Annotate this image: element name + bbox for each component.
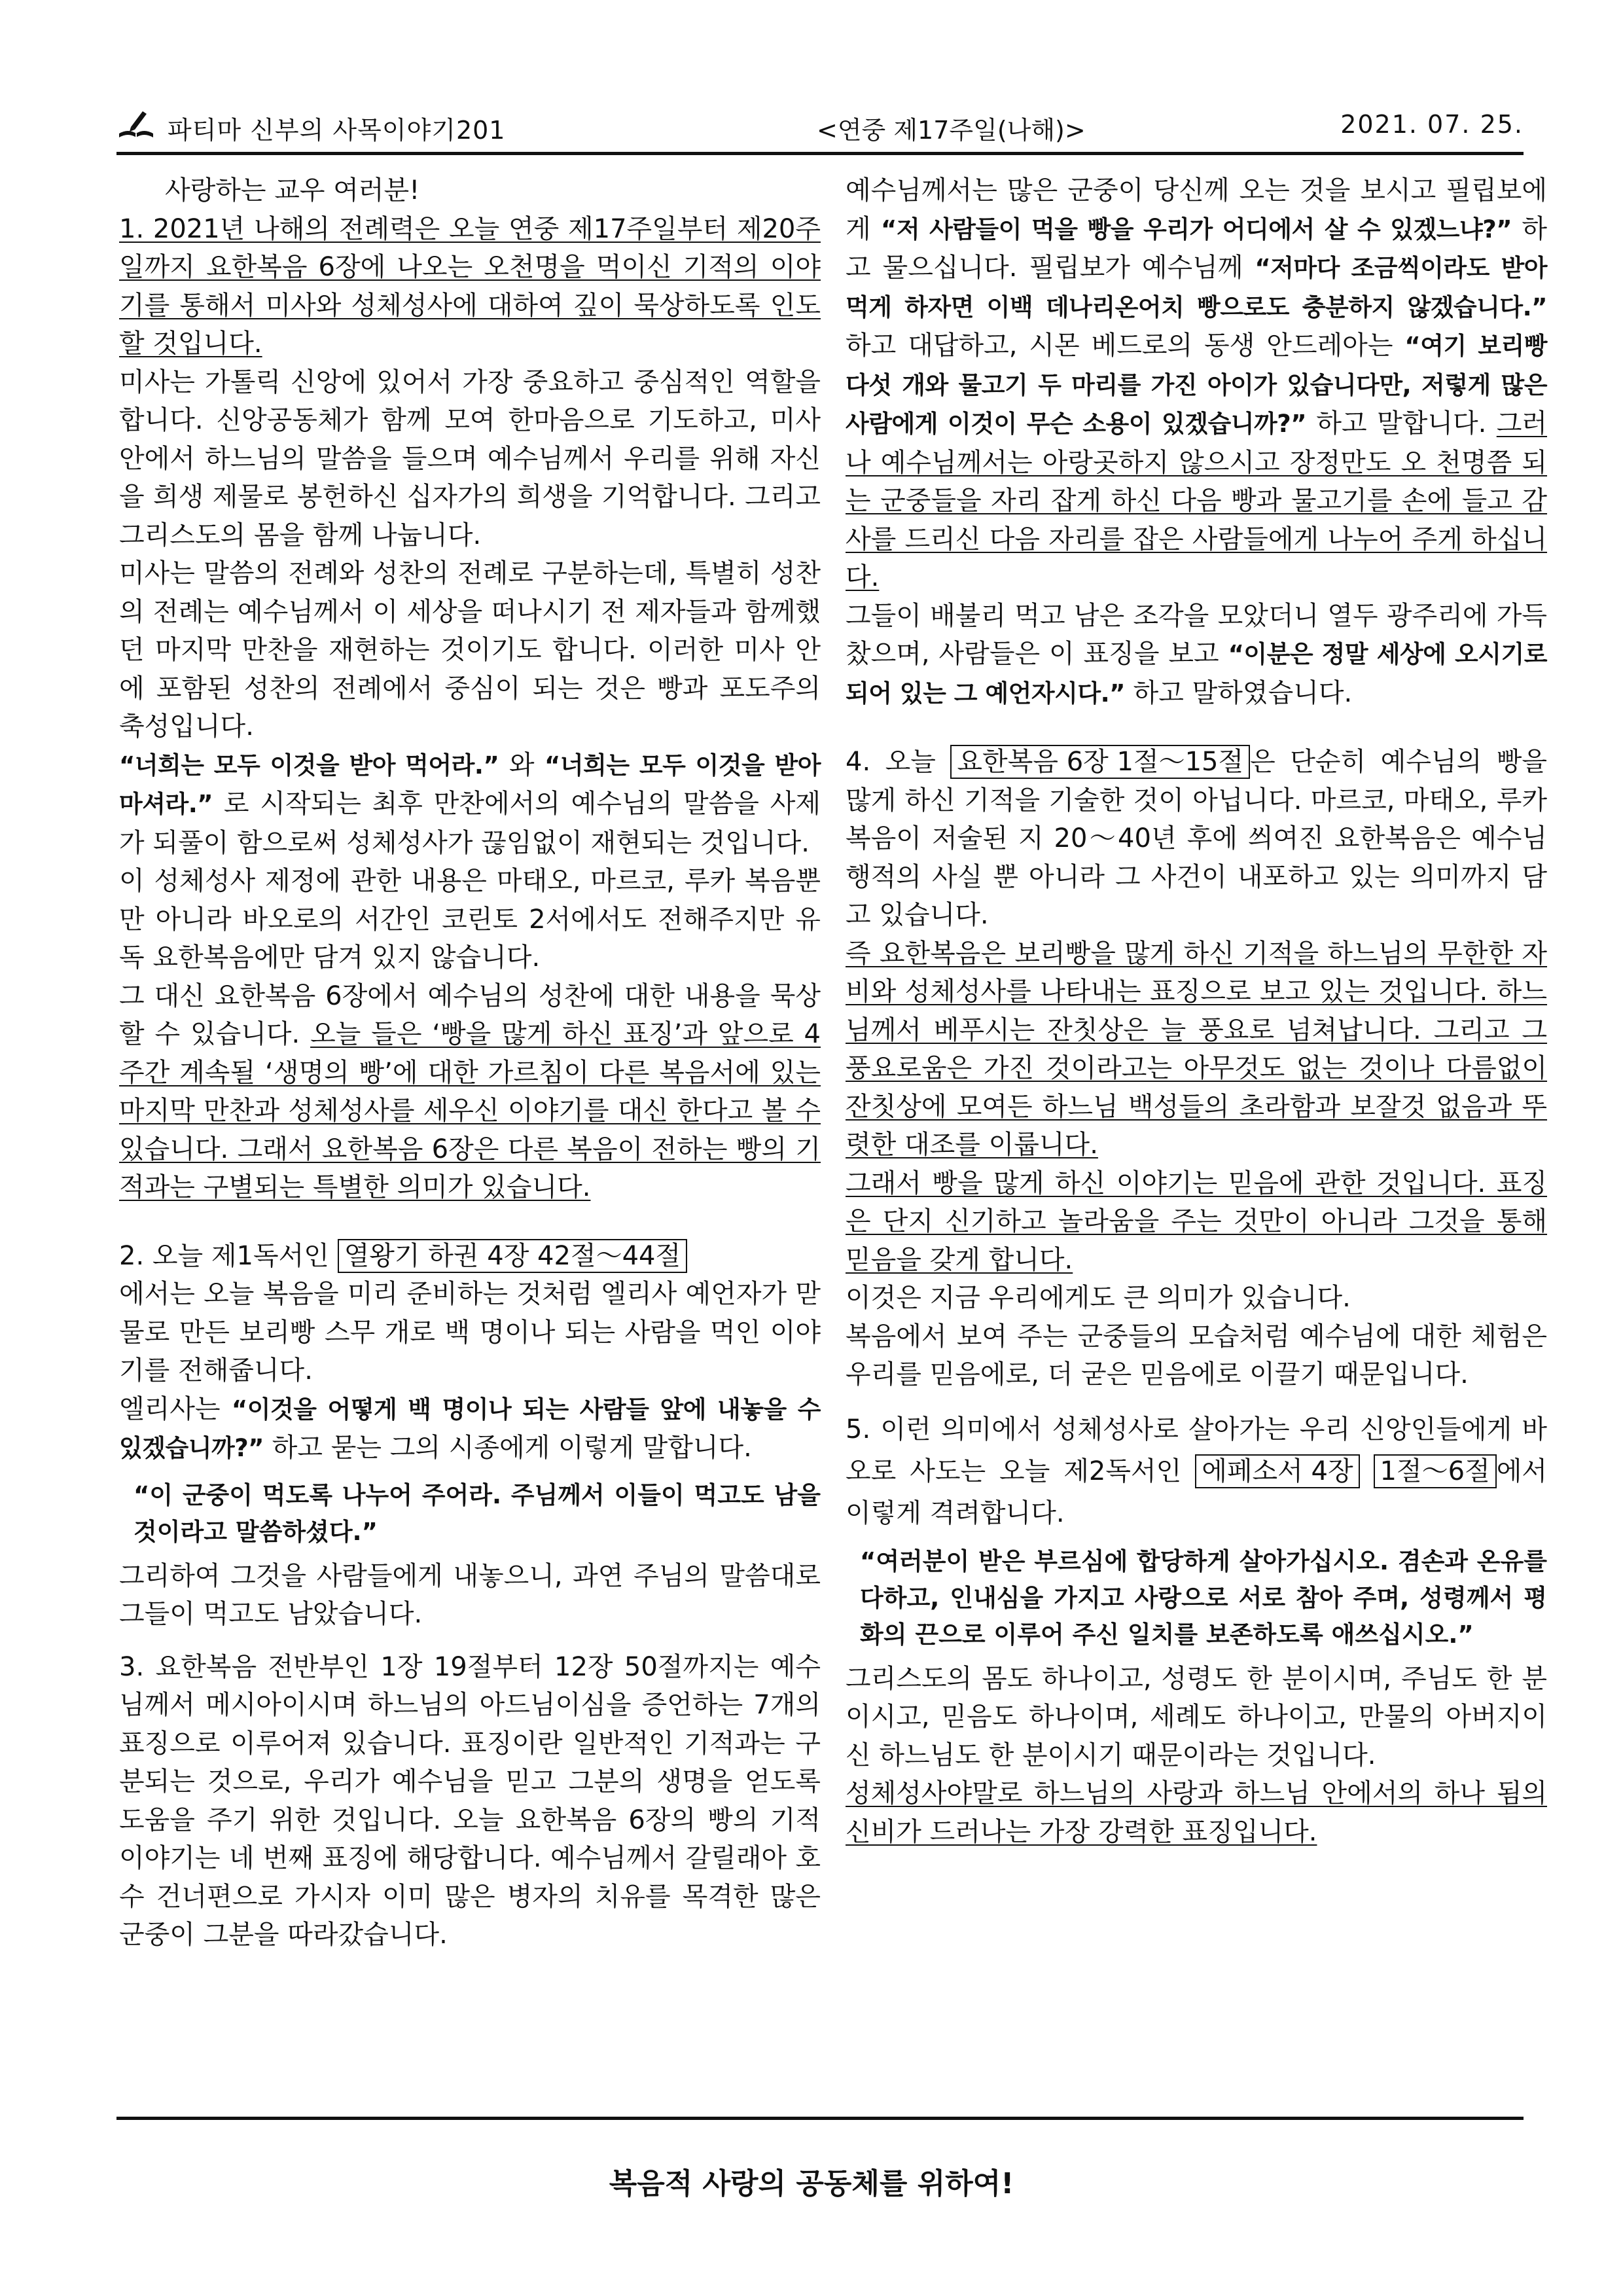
header-divider (116, 152, 1524, 155)
reading-reference-box: 열왕기 하권 4장 42절～44절 (338, 1239, 688, 1273)
closing-statement: 성체성사야말로 하느님의 사랑과 하느님 안에서의 하나 됨의 신비가 드러나는 가장 강력한 표징입니다. (846, 1778, 1547, 1847)
book-pen-icon (116, 107, 156, 141)
footer-divider (116, 2117, 1524, 2120)
elisha-quote: “이 군중이 먹도록 나누어 주어라. 주님께서 이들이 먹고도 남을 것이라고 말씀하셨다.” (134, 1480, 821, 1546)
section-4-experience: 복음에서 보여 주는 군중들의 모습처럼 예수님에 대한 체험은 우리를 믿음에로, 더 굳은 믿음에로 이끌기 때문입니다. (846, 1321, 1547, 1390)
quote-philip: “저마다 조금씩이라도 받아먹게 하자면 이백 데나리온어치 빵으로도 충분하지 않겠습니다.” (846, 254, 1547, 321)
section-1 (119, 210, 821, 363)
elisha-paragraph: 엘리사는 “이것을 어떻게 백 명이나 되는 사람들 앞에 내놓을 수 있겠습니까?” 하고 묻는 그의 시종에게 이렇게 말합니다. (119, 1393, 821, 1463)
section-1-underlined: 1. 2021년 나해의 전례력은 오늘 연중 제17주일부터 제20주일까지 요한복음 6장에 나오는 오천명을 먹이신 기적의 이야기를 통해서 미사와 성체성사에 대하여 깊이 묵상하도록 인도할 것입니다. (119, 213, 821, 359)
paragraph-philip-underlined: 그러나 예수님께서는 아랑곳하지 않으시고 장정만도 오 천명쯤 되는 군중들을 자리 잡게 하신 다음 빵과 물고기를 손에 들고 감사를 드리신 다음 자리를 잡은 사람들에게 나누어 주게 하십니다. (846, 408, 1547, 592)
paragraph-one-body: 그리스도의 몸도 하나이고, 성령도 한 분이시며, 주님도 한 분이시고, 믿음도 하나이며, 세례도 하나이고, 만물의 아버지이신 하느님도 한 분이시기 때문이라는 것입니다. (846, 1663, 1547, 1770)
section-4: 4. 오늘 요한복음 6장 1절～15절 은 단순히 예수님의 빵을 많게 하신 기적을 기술한 것이 아닙니다. 마르코, 마태오, 루카 복음이 저술된 지 20～40년 후에 씌여진 요한복음은 예수님 행적의 사실 뿐 아니라 그 사건이 내포하고 있는 의미까지 담고 있습니다. (846, 743, 1547, 935)
section-4-meaning: 이것은 지금 우리에게도 큰 의미가 있습니다. (846, 1283, 1351, 1313)
greeting: 사랑하는 교우 여러분! (165, 175, 420, 206)
quote-andrew: “여기 보리빵 다섯 개와 물고기 두 마리를 가진 아이가 있습니다만, 저렇게 많은 사람에게 이것이 무슨 소용이 있겠습니까?” (846, 332, 1547, 438)
page-header (116, 105, 1524, 151)
paragraph-institution: 이 성체성사 제정에 관한 내용은 마태오, 마르코, 루카 복음뿐만 아니라 바오로의 서간인 코린토 2서에서도 전해주지만 유독 요한복음에만 담겨 있지 않습니다. (119, 866, 821, 973)
paragraph-mass: 미사는 가톨릭 신앙에 있어서 가장 중요하고 중심적인 역할을 합니다. 신앙공동체가 함께 모여 한마음으로 기도하고, 미사 안에서 하느님의 말씀을 들으며 예수님께서 우리를 위해 자신을 희생 제물로 봉헌하신 십자가의 희생을 기억합니다. 그리고 그리스도의 몸을 함께 나눕니다. (119, 367, 821, 550)
servant-quote: “이것을 어떻게 백 명이나 되는 사람들 앞에 내놓을 수 있겠습니까?” (119, 1395, 821, 1462)
section-5: 5. 이런 의미에서 성체성사로 살아가는 우리 신앙인들에게 바오로 사도는 오늘 제2독서인 에페소서 4장 1절～6절 에서 이렇게 격려합니다. (846, 1414, 1547, 1528)
quote-eat: “너희는 모두 이것을 받아 먹어라.” (119, 751, 499, 780)
section-3: 3. 요한복음 전반부인 1장 19절부터 12장 50절까지는 예수님께서 메시아이시며 하느님의 아드님이심을 증언하는 7개의 표징으로 이루어져 있습니다. 표징이란 일반적인 기적과는 구분되는 것으로, 우리가 예수님을 믿고 그분의 생명을 얻도록 도움을 주기 위한 것입니다. 오늘 요한복음 6장의 빵의 기적 이야기는 네 번째 표징에 해당합니다. 예수님께서 갈릴래아 호수 건너편으로 가시자 이미 많은 병자의 치유를 목격한 많은 군중이 그분을 따라갔습니다. (119, 1651, 821, 1950)
footer-motto: 복음적 사랑의 공동체를 위하여! (609, 2167, 1014, 2200)
gospel-reference-box: 요한복음 6장 1절～15절 (950, 745, 1250, 779)
paragraph-baskets: 그들이 배불리 먹고 남은 조각을 모았더니 열두 광주리에 가득 찼으며, 사람들은 이 표징을 보고 “이분은 정말 세상에 오시기로 되어 있는 그 예언자시다.” 하고 말하였습니다. (846, 600, 1547, 708)
quote-prophet: “이분은 정말 세상에 오시기로 되어 있는 그 예언자시다.” (846, 640, 1547, 708)
liturgy-title: <연중 제17주일(나해)> (817, 116, 1086, 145)
paragraph-liturgy: 미사는 말씀의 전례와 성찬의 전례로 구분하는데, 특별히 성찬의 전례는 예수님께서 이 세상을 떠나시기 전 제자들과 함께했던 마지막 만찬을 재현하는 것이기도 합니다. 이러한 미사 안에 포함된 성찬의 전례에서 중심이 되는 것은 빵과 포도주의 축성입니다. (119, 558, 821, 742)
paragraph-philip: 예수님께서는 많은 군중이 당신께 오는 것을 보시고 필립보에게 “저 사람들이 먹을 빵을 우리가 어디에서 살 수 있겠느냐?” 하고 물으십니다. 필립보가 예수님께 “저마다 조금씩이라도 받아먹게 하자면 이백 데나리온어치 빵으로도 충분하지 않겠습니다.” 하고 대답하고, 시몬 베드로의 동생 안드레아는 “여기 보리빵 다섯 개와 물고기 두 마리를 가진 아이가 있습니다만, 저렇게 많은 사람에게 이것이 무슨 소용이 있겠습니까?” 하고 말합니다. 그러나 예수님께서는 아랑곳하지 않으시고 장정만도 오 천명쯤 되는 군중들을 자리 잡게 하신 다음 빵과 물고기를 손에 들고 감사를 드리신 다음 자리를 잡은 사람들에게 나누어 주게 하십니다. (846, 175, 1548, 592)
right-column (846, 171, 1547, 1851)
epistle-verse-box: 1절～6절 (1374, 1454, 1497, 1488)
paragraph-john6-underlined: 오늘 들은 ‘빵을 많게 하신 표징’과 앞으로 4주간 계속될 ‘생명의 빵’에 대한 가르침이 다른 복음서에 있는 마지막 만찬과 성체성사를 세우신 이야기를 대신 한다고 볼 수 있습니다. 그래서 요한복음 6장은 다른 복음이 전하는 빵의 기적과는 구별되는 특별한 의미가 있습니다. (119, 1019, 821, 1202)
paragraph-john6: 그 대신 요한복음 6장에서 예수님의 성찬에 대한 내용을 묵상할 수 있습니다. 오늘 들은 ‘빵을 많게 하신 표징’과 앞으로 4주간 계속될 ‘생명의 빵’에 대한 가르침이 다른 복음서에 있는 마지막 만찬과 성체성사를 세우신 이야기를 대신 한다고 볼 수 있습니다. 그래서 요한복음 6장은 다른 복음이 전하는 빵의 기적과는 구별되는 특별한 의미가 있습니다. (119, 980, 821, 1202)
section-4-underlined-1: 즉 요한복음은 보리빵을 많게 하신 기적을 하느님의 무한한 자비와 성체성사를 나타내는 표징으로 보고 있는 것입니다. 하느님께서 베푸시는 잔칫상은 늘 풍요로 넘쳐납니다. 그리고 그 풍요로움은 가진 것이라고는 아무것도 없는 것이나 다름없이 잔칫상에 모여든 하느님 백성들의 초라함과 보잘것 없음과 뚜렷한 대조를 이룹니다. (846, 938, 1547, 1160)
section-2: 2. 오늘 제1독서인 열왕기 하권 4장 42절～44절 (119, 1237, 821, 1276)
left-column (119, 171, 821, 1954)
quote-drink: “너희는 모두 이것을 받아 마셔라.” (119, 751, 821, 818)
paragraph-last-supper: “너희는 모두 이것을 받아 먹어라.” 와 “너희는 모두 이것을 받아 마셔라.” 로 시작되는 최후 만찬에서의 예수님의 말씀을 사제가 되풀이 함으로써 성체성사가 끊임없이 재현되는 것입니다. (119, 749, 821, 858)
epistle-reference-box: 에페소서 4장 (1195, 1454, 1359, 1488)
bulletin-title: 파티마 신부의 사목이야기201 (168, 116, 506, 145)
bulletin-date: 2021. 07. 25. (1340, 110, 1524, 139)
quote-jesus: “저 사람들이 먹을 빵을 우리가 어디에서 살 수 있겠느냐?” (881, 215, 1512, 243)
paragraph-leftover: 그리하여 그것을 사람들에게 내놓으니, 과연 주님의 말씀대로 그들이 먹고도 남았습니다. (119, 1560, 821, 1629)
section-4-underlined-2: 그래서 빵을 많게 하신 이야기는 믿음에 관한 것입니다. 표징은 단지 신기하고 놀라움을 주는 것만이 아니라 그것을 통해 믿음을 갖게 합니다. (846, 1168, 1547, 1275)
ephesians-quote: “여러분이 받은 부르심에 합당하게 살아가십시오. 겸손과 온유를 다하고, 인내심을 가지고 사랑으로 서로 참아 주며, 성령께서 평화의 끈으로 이루어 주신 일치를 보존하도록 애쓰십시오.” (860, 1547, 1547, 1649)
section-2-text: 에서는 오늘 복음을 미리 준비하는 것처럼 엘리사 예언자가 맏물로 만든 보리빵 스무 개로 백 명이나 되는 사람을 먹인 이야기를 전해줍니다. (119, 1279, 821, 1386)
